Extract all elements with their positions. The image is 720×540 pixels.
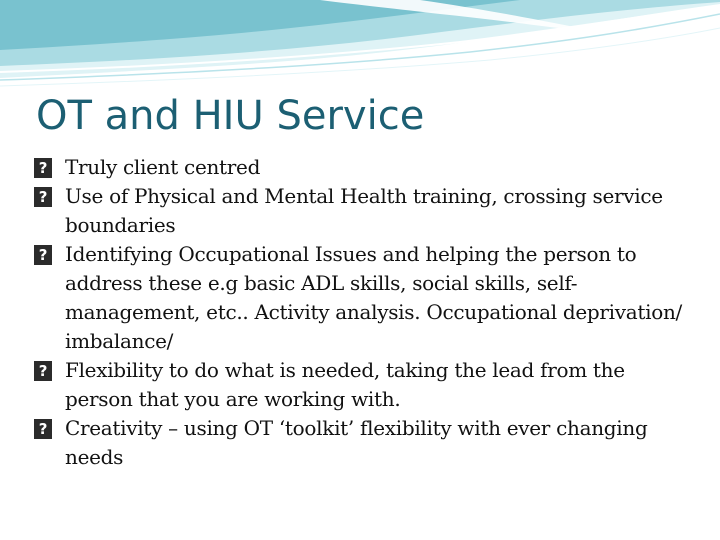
bullet-marker-icon: ? <box>34 361 52 381</box>
bullet-text: Flexibility to do what is needed, taking the lead from the person that you are working with. <box>65 358 625 411</box>
bullet-marker-icon: ? <box>34 187 52 207</box>
bullet-marker-icon: ? <box>34 245 52 265</box>
bullet-marker-icon: ? <box>34 158 52 178</box>
bullet-text: Truly client centred <box>65 155 261 179</box>
bullet-text: Creativity – using OT ‘toolkit’ flexibility with ever changing needs <box>65 416 648 469</box>
bullet-item <box>34 240 686 356</box>
bullet-item <box>34 414 686 472</box>
bullet-item <box>34 356 686 414</box>
header-wave-decoration <box>0 0 720 90</box>
bullet-text: Identifying Occupational Issues and helping the person to address these e.g basic ADL skills, social skills, self-management, etc.. Activity analysis. Occupational deprivation/ imbalance/ <box>65 242 682 353</box>
bullet-item <box>34 153 686 182</box>
bullet-list <box>34 153 686 472</box>
bullet-text: Use of Physical and Mental Health training, crossing service boundaries <box>65 184 663 237</box>
bullet-item <box>34 182 686 240</box>
bullet-marker-icon: ? <box>34 419 52 439</box>
slide-title: OT and HIU Service <box>36 93 425 139</box>
